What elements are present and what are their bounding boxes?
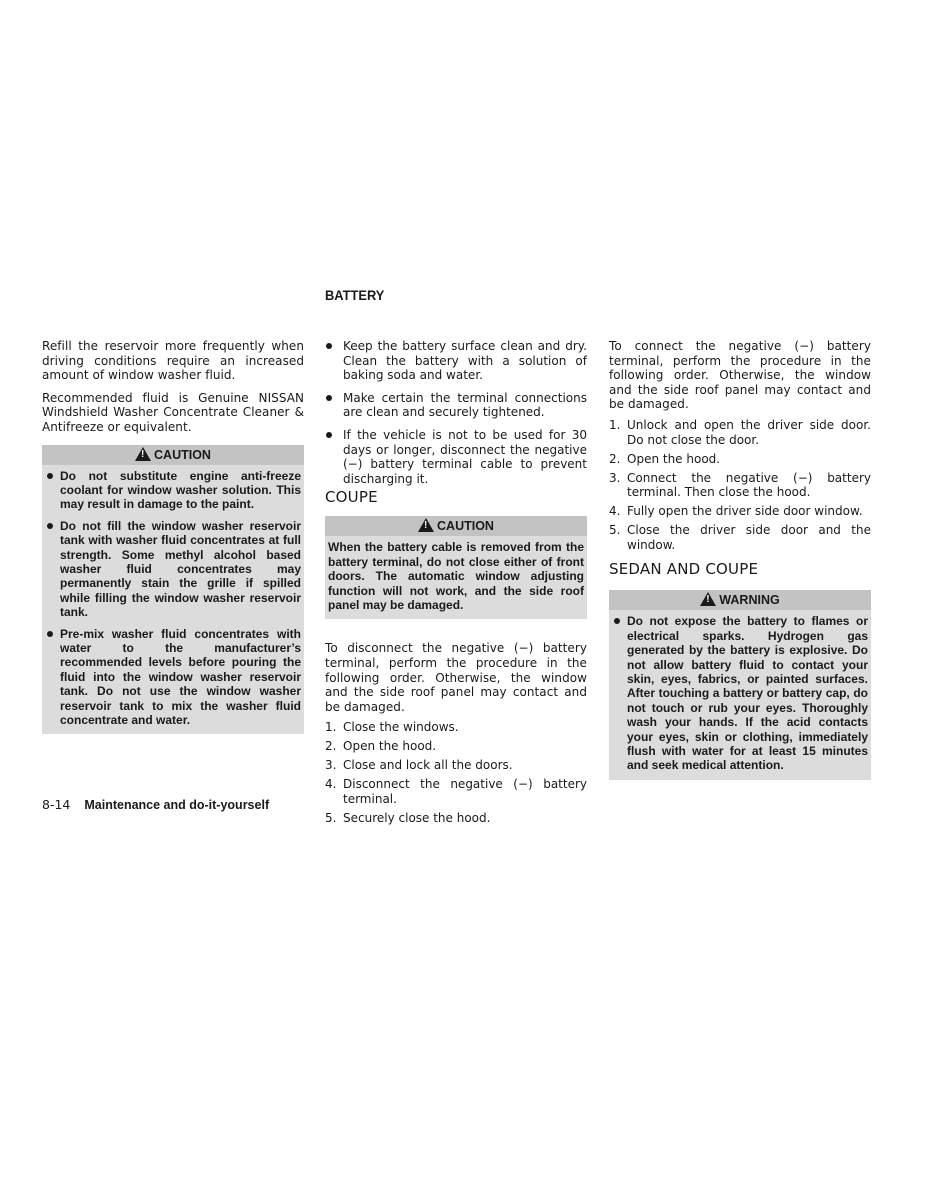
bullet-icon: [326, 432, 332, 438]
step-number: 2.: [325, 739, 337, 754]
connect-steps: [609, 418, 871, 552]
bullet-icon: [326, 343, 332, 349]
step-text: Open the hood.: [627, 451, 721, 466]
disconnect-intro: To disconnect the negative (−) battery terminal, perform the procedure in the following order. Otherwise, the window and the side roof panel may contact and be damaged.: [325, 641, 587, 714]
step-item: [325, 758, 587, 773]
connect-intro: To connect the negative (−) battery terminal, perform the procedure in the following order. Otherwise, the window and the side roof panel may contact and be damaged.: [609, 339, 871, 412]
warning-header: [609, 590, 871, 610]
step-number: 3.: [325, 758, 337, 773]
step-text: Disconnect the negative (−) battery terminal.: [343, 777, 587, 806]
step-text: Securely close the hood.: [343, 810, 491, 825]
battery-care-text: Make certain the terminal connections are clean and securely tightened.: [343, 390, 587, 420]
battery-care-text: If the vehicle is not to be used for 30 days or longer, disconnect the negative (−) battery terminal cable to prevent discharging it.: [343, 427, 587, 486]
step-item: [609, 471, 871, 500]
battery-care-item: [325, 428, 587, 486]
caution-item-text: Pre-mix washer fluid concentrates with water to the manufacturer’s recommended levels before pouring the fluid into the window washer reservoir tank. Do not use the window washer reservoir tank to mix the washer fluid concentrate and water.: [60, 626, 301, 728]
washer-refill-paragraph: Refill the reservoir more frequently when driving conditions require an increased amount of window washer fluid.: [42, 339, 304, 383]
step-number: 1.: [325, 720, 337, 735]
caution-header: [325, 516, 587, 536]
disconnect-steps: [325, 720, 587, 825]
step-number: 1.: [609, 417, 621, 432]
caution-header: [42, 445, 304, 465]
section-title: BATTERY: [325, 287, 385, 303]
step-text: Connect the negative (−) battery terminal. Then close the hood.: [627, 470, 871, 500]
caution-title: CAUTION: [154, 447, 211, 462]
caution-item: [42, 627, 301, 728]
step-number: 4.: [609, 504, 621, 519]
caution-item-text: Do not substitute engine anti-freeze coolant for window washer solution. This may result in damage to the paint.: [60, 468, 301, 512]
caution-list: [42, 469, 304, 728]
coupe-heading: COUPE: [325, 488, 378, 507]
warning-list: [609, 614, 871, 772]
washer-caution-box: [42, 445, 304, 735]
warning-triangle-icon: [700, 592, 716, 606]
step-item: [325, 739, 587, 754]
bullet-icon: [614, 618, 620, 624]
bullet-icon: [326, 395, 332, 401]
step-number: 3.: [609, 470, 621, 485]
battery-care-item: [325, 391, 587, 420]
step-item: [325, 777, 587, 806]
step-number: 4.: [325, 777, 337, 792]
caution-item: [42, 469, 301, 512]
step-text: Fully open the driver side door window.: [627, 504, 863, 519]
step-item: [325, 720, 587, 735]
warning-triangle-icon: [418, 518, 434, 532]
coupe-caution-box: [325, 516, 587, 619]
sedan-coupe-heading: SEDAN AND COUPE: [609, 560, 759, 579]
step-number: 2.: [609, 451, 621, 466]
warning-triangle-icon: [135, 447, 151, 461]
step-text: Close the windows.: [343, 720, 459, 735]
step-item: [609, 523, 871, 552]
step-text: Unlock and open the driver side door. Do not close the door.: [627, 417, 871, 447]
step-item: [609, 418, 871, 447]
bullet-icon: [47, 473, 53, 479]
caution-title: CAUTION: [437, 519, 494, 534]
step-text: Open the hood.: [343, 739, 437, 754]
recommended-fluid-paragraph: Recommended fluid is Genuine NISSAN Windshield Washer Concentrate Cleaner & Antifreeze or equivalent.: [42, 390, 304, 434]
battery-warning-box: [609, 590, 871, 779]
column-middle: [325, 339, 587, 830]
battery-care-list: [325, 339, 587, 486]
step-text: Close the driver side door and the window.: [627, 523, 871, 552]
battery-care-item: [325, 339, 587, 383]
caution-item-text: Do not fill the window washer reservoir tank with washer fluid concentrates at full strength. Some methyl alcohol based washer fluid concentrates may permanently stain the grille if spilled while filling the window washer reservoir tank.: [60, 518, 301, 620]
step-item: [609, 504, 871, 519]
bullet-icon: [47, 631, 53, 637]
step-number: 5.: [609, 523, 621, 538]
step-item: [609, 452, 871, 467]
battery-care-text: Keep the battery surface clean and dry. Clean the battery with a solution of baking soda and water.: [343, 339, 587, 383]
column-left: [42, 339, 304, 734]
step-text: Close and lock all the doors.: [343, 758, 513, 773]
caution-item: [42, 519, 301, 620]
warning-item-text: Do not expose the battery to flames or electrical sparks. Hydrogen gas generated by the battery is explosive. Do not allow battery fluid to contact your skin, eyes, fabrics, or painted surfaces. After touching a battery or battery cap, do not touch or rub your eyes. Thoroughly wash your hands. If the acid contacts your eyes, skin or clothing, immediately flush with water for at least 15 minutes and seek medical attention.: [627, 614, 868, 773]
warning-title: WARNING: [719, 593, 780, 608]
page-number: 8-14: [42, 797, 71, 812]
page-footer: [42, 797, 269, 812]
step-number: 5.: [325, 810, 337, 825]
bullet-icon: [47, 523, 53, 529]
warning-item: [609, 614, 868, 772]
step-item: [325, 811, 587, 826]
column-right: [609, 339, 871, 780]
chapter-title: Maintenance and do-it-yourself: [84, 798, 270, 812]
caution-text: When the battery cable is removed from the battery terminal, do not close either of front doors. The automatic window adjusting function will not work, and the side roof panel may be damaged.: [328, 540, 584, 612]
